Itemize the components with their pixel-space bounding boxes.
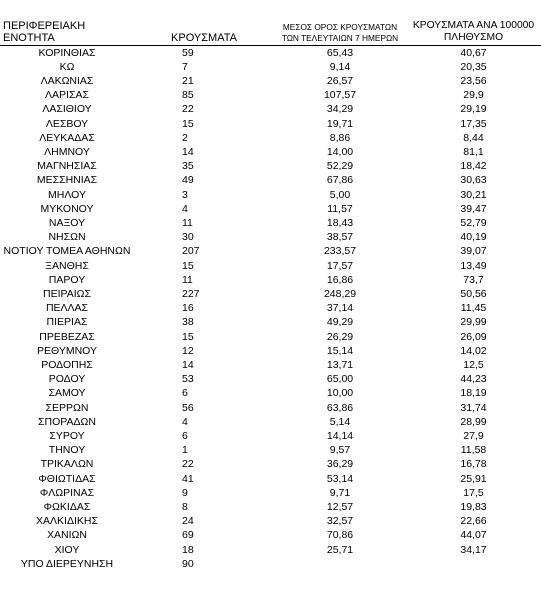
per-100k-cell: 27,9 xyxy=(463,429,484,442)
area-cell: ΣΠΟΡΑΔΩΝ xyxy=(38,415,96,428)
per-100k-cell: 23,56 xyxy=(460,74,487,87)
avg-cell: 52,29 xyxy=(326,160,354,173)
avg-cell: 8,86 xyxy=(329,131,351,144)
per-100k-cell: 30,63 xyxy=(460,174,487,187)
per-100k-cell: 17,35 xyxy=(460,117,487,130)
area-cell: ΛΑΚΩΝΙΑΣ xyxy=(40,74,94,87)
per-100k-cell: 14,02 xyxy=(460,344,487,357)
area-cell: ΚΟΡΙΝΘΙΑΣ xyxy=(38,46,96,59)
avg-cell: 18,43 xyxy=(326,216,354,229)
per-100k-cell: 11,58 xyxy=(460,444,487,457)
avg-cell: 5,14 xyxy=(329,415,351,428)
area-cell: ΞΑΝΘΗΣ xyxy=(45,259,89,272)
table-row xyxy=(0,259,541,273)
area-cell: ΡΕΘΥΜΝΟΥ xyxy=(36,344,97,357)
area-cell: ΝΗΣΩΝ xyxy=(48,231,86,244)
avg-cell: 11,57 xyxy=(327,202,353,215)
cases-cell: 49 xyxy=(182,174,194,187)
cases-cell: 4 xyxy=(182,415,188,428)
avg-cell: 34,29 xyxy=(326,103,354,116)
per-100k-cell: 34,17 xyxy=(460,543,487,556)
area-cell: ΚΩ xyxy=(59,60,75,73)
cases-cell: 56 xyxy=(182,401,194,414)
area-cell: ΛΕΣΒΟΥ xyxy=(45,117,89,130)
area-cell: ΦΛΩΡΙΝΑΣ xyxy=(39,486,95,499)
table-row xyxy=(0,415,541,429)
area-cell: ΛΗΜΝΟΥ xyxy=(44,145,90,158)
avg-cell: 107,57 xyxy=(323,89,357,102)
cases-cell: 18 xyxy=(182,543,194,556)
avg-cell: 53,14 xyxy=(326,472,354,485)
table-row xyxy=(0,88,541,102)
cases-cell: 15 xyxy=(182,117,194,130)
table-row xyxy=(0,358,541,372)
header-area: ΠΕΡΙΦΕΡΕΙΑΚΗ ΕΝΟΤΗΤΑ xyxy=(0,13,134,45)
area-cell: ΧΙΟΥ xyxy=(54,543,80,556)
cases-cell: 85 xyxy=(182,89,194,102)
per-100k-cell: 16,78 xyxy=(460,458,487,471)
cases-cell: 15 xyxy=(182,330,194,343)
per-100k-cell: 11,45 xyxy=(460,302,487,315)
avg-cell: 248,29 xyxy=(323,287,357,300)
table-row xyxy=(0,216,541,230)
cases-cell: 1 xyxy=(182,444,188,457)
area-cell: ΝΟΤΙΟΥ ΤΟΜΕΑ ΑΘΗΝΩΝ xyxy=(3,245,131,258)
cases-cell: 22 xyxy=(182,103,194,116)
avg-cell: 17,57 xyxy=(326,259,354,272)
avg-cell: 233,57 xyxy=(323,245,357,258)
per-100k-cell: 25,91 xyxy=(460,472,487,485)
per-100k-cell: 73,7 xyxy=(463,273,484,286)
area-cell: ΠΙΕΡΙΑΣ xyxy=(46,316,88,329)
avg-cell: 9,71 xyxy=(329,486,351,499)
cases-cell: 35 xyxy=(182,160,194,173)
area-cell: ΠΕΙΡΑΙΩΣ xyxy=(43,287,91,300)
area-cell: ΛΕΥΚΑΔΑΣ xyxy=(39,131,95,144)
area-cell: ΦΘΙΩΤΙΔΑΣ xyxy=(38,472,96,485)
cases-cell: 30 xyxy=(182,231,194,244)
table-row xyxy=(0,230,541,244)
cases-cell: 4 xyxy=(182,202,188,215)
area-cell: ΧΑΛΚΙΔΙΚΗΣ xyxy=(36,515,98,528)
header-row xyxy=(0,13,541,45)
table-row xyxy=(0,60,541,74)
cases-cell: 21 xyxy=(182,74,194,87)
per-100k-cell: 19,83 xyxy=(460,501,487,513)
table-row xyxy=(0,273,541,287)
per-100k-cell: 31,74 xyxy=(460,401,487,414)
area-cell: ΣΑΜΟΥ xyxy=(48,387,86,400)
cases-cell: 15 xyxy=(182,259,194,272)
cases-cell: 6 xyxy=(182,429,188,442)
avg-cell: 25,71 xyxy=(326,543,354,556)
cases-cell: 24 xyxy=(182,515,194,528)
avg-cell: 14,00 xyxy=(326,145,354,158)
area-cell: ΜΑΓΝΗΣΙΑΣ xyxy=(37,160,97,173)
per-100k-cell: 40,19 xyxy=(460,231,487,244)
table-row xyxy=(0,131,541,145)
cases-cell: 8 xyxy=(182,501,188,513)
cases-cell: 6 xyxy=(182,387,188,400)
avg-cell: 26,29 xyxy=(326,330,354,343)
area-cell: ΠΕΛΛΑΣ xyxy=(45,302,89,315)
avg-cell: 65,43 xyxy=(326,46,354,59)
table-row xyxy=(0,429,541,443)
avg-cell: 70,86 xyxy=(326,529,354,542)
cases-table xyxy=(0,13,541,571)
cases-cell: 207 xyxy=(182,245,200,258)
per-100k-cell: 17,5 xyxy=(463,486,484,499)
table-row xyxy=(0,287,541,301)
header-per-100k: ΚΡΟΥΣΜΑΤΑ ΑΝΑ 100000 ΠΛΗΘΥΣΜΟ xyxy=(406,13,541,45)
per-100k-cell: 30,21 xyxy=(460,188,487,201)
table-row xyxy=(0,145,541,159)
cases-cell: 41 xyxy=(182,472,194,485)
per-100k-cell: 81,1 xyxy=(463,145,484,158)
area-cell: ΥΠΟ ΔΙΕΡΕΥΝΗΣΗ xyxy=(20,557,114,570)
avg-cell: 16,86 xyxy=(326,273,354,286)
per-100k-cell: 29,19 xyxy=(460,103,487,116)
area-cell: ΤΗΝΟΥ xyxy=(48,444,86,457)
cases-cell: 90 xyxy=(182,557,194,570)
area-cell: ΤΡΙΚΑΛΩΝ xyxy=(40,458,94,471)
table-row xyxy=(0,386,541,400)
area-cell: ΛΑΡΙΣΑΣ xyxy=(45,89,89,102)
avg-cell: 19,71 xyxy=(326,117,354,130)
table-row xyxy=(0,117,541,131)
cases-cell: 22 xyxy=(182,458,194,471)
per-100k-cell: 29,99 xyxy=(460,316,487,329)
area-cell: ΠΑΡΟΥ xyxy=(48,273,86,286)
per-100k-cell: 18,42 xyxy=(460,160,487,173)
per-100k-cell: 26,09 xyxy=(460,330,487,343)
cases-cell: 69 xyxy=(182,529,194,542)
cases-cell: 227 xyxy=(182,287,200,300)
per-100k-cell xyxy=(406,557,541,571)
avg-cell xyxy=(274,557,406,571)
avg-cell: 49,29 xyxy=(326,316,354,329)
cases-cell: 2 xyxy=(182,131,188,144)
table-row xyxy=(0,528,541,542)
table-row xyxy=(0,514,541,528)
avg-cell: 15,14 xyxy=(326,344,354,357)
avg-cell: 10,00 xyxy=(326,387,354,400)
per-100k-cell: 8,44 xyxy=(463,131,484,144)
cases-cell: 7 xyxy=(182,60,188,73)
cases-cell: 14 xyxy=(182,145,194,158)
area-cell: ΡΟΔΟΠΗΣ xyxy=(41,358,93,371)
cases-cell: 38 xyxy=(182,316,194,329)
area-cell: ΝΑΞΟΥ xyxy=(48,216,86,229)
table-row xyxy=(0,500,541,514)
table-row xyxy=(0,188,541,202)
area-cell: ΜΕΣΣΗΝΙΑΣ xyxy=(36,174,98,187)
avg-cell: 14,14 xyxy=(326,429,354,442)
table-row xyxy=(0,244,541,258)
avg-cell: 12,57 xyxy=(326,501,354,513)
table-row xyxy=(0,301,541,315)
area-cell: ΣΥΡΟΥ xyxy=(49,429,85,442)
table-row xyxy=(0,102,541,116)
cases-cell: 3 xyxy=(182,188,188,201)
table-row xyxy=(0,159,541,173)
per-100k-cell: 40,67 xyxy=(460,46,487,59)
table-row xyxy=(0,457,541,471)
table-row xyxy=(0,344,541,358)
avg-cell: 9,14 xyxy=(329,60,351,73)
table-row xyxy=(0,173,541,187)
cases-cell: 53 xyxy=(182,373,194,386)
avg-cell: 63,86 xyxy=(326,401,354,414)
per-100k-cell: 20,35 xyxy=(460,60,487,73)
area-cell: ΜΗΛΟΥ xyxy=(48,188,86,201)
per-100k-cell: 44,07 xyxy=(460,529,487,542)
table-row xyxy=(0,401,541,415)
table-row xyxy=(0,372,541,386)
avg-cell: 65,00 xyxy=(326,373,354,386)
avg-cell: 5,00 xyxy=(329,188,351,201)
cases-cell: 11 xyxy=(182,216,193,229)
table-row xyxy=(0,486,541,500)
per-100k-cell: 39,07 xyxy=(460,245,487,258)
table-row xyxy=(0,543,541,557)
table-row xyxy=(0,45,541,60)
per-100k-cell: 44,23 xyxy=(460,373,487,386)
header-cases: ΚΡΟΥΣΜΑΤΑ xyxy=(134,13,274,45)
avg-cell: 36,29 xyxy=(326,458,354,471)
table-row xyxy=(0,472,541,486)
avg-cell: 38,57 xyxy=(326,231,354,244)
area-cell: ΧΑΝΙΩΝ xyxy=(47,529,87,542)
area-cell: ΛΑΣΙΘΙΟΥ xyxy=(42,103,92,116)
area-cell: ΡΟΔΟΥ xyxy=(48,373,86,386)
table-body xyxy=(0,45,541,571)
per-100k-cell: 39,47 xyxy=(460,202,487,215)
avg-cell: 67,86 xyxy=(326,174,354,187)
table-row xyxy=(0,202,541,216)
header-avg-7d: ΜΕΣΟΣ ΟΡΟΣ ΚΡΟΥΣΜΑΤΩΝ ΤΩΝ ΤΕΛΕΥΤΑΙΩΝ 7 ΗΜΕΡΩΝ xyxy=(274,13,406,45)
table-row xyxy=(0,443,541,457)
per-100k-cell: 28,99 xyxy=(460,415,487,428)
per-100k-cell: 50,56 xyxy=(460,287,487,300)
avg-cell: 13,71 xyxy=(326,358,354,371)
table-row xyxy=(0,315,541,329)
area-cell: ΣΕΡΡΩΝ xyxy=(45,401,89,414)
table-row xyxy=(0,557,541,571)
table-row xyxy=(0,330,541,344)
per-100k-cell: 52,79 xyxy=(460,216,487,229)
avg-cell: 37,14 xyxy=(326,302,354,315)
cases-cell: 12 xyxy=(182,344,194,357)
table-header xyxy=(0,13,541,45)
cases-cell: 59 xyxy=(182,46,194,59)
per-100k-cell: 18,19 xyxy=(460,387,487,400)
cases-cell: 11 xyxy=(182,273,193,286)
area-cell: ΠΡΕΒΕΖΑΣ xyxy=(39,330,95,343)
avg-cell: 26,57 xyxy=(326,74,354,87)
avg-cell: 9,57 xyxy=(329,444,351,457)
avg-cell: 32,57 xyxy=(326,515,354,528)
per-100k-cell: 22,66 xyxy=(460,515,487,528)
per-100k-cell: 12,5 xyxy=(463,358,484,371)
cases-cell: 16 xyxy=(182,302,194,315)
per-100k-cell: 29,9 xyxy=(463,89,484,102)
cases-cell: 9 xyxy=(182,486,188,499)
area-cell: ΜΥΚΟΝΟΥ xyxy=(40,202,94,215)
cases-cell: 14 xyxy=(182,358,194,371)
area-cell: ΦΩΚΙΔΑΣ xyxy=(43,501,91,513)
per-100k-cell: 13,49 xyxy=(460,259,487,272)
table-row xyxy=(0,74,541,88)
